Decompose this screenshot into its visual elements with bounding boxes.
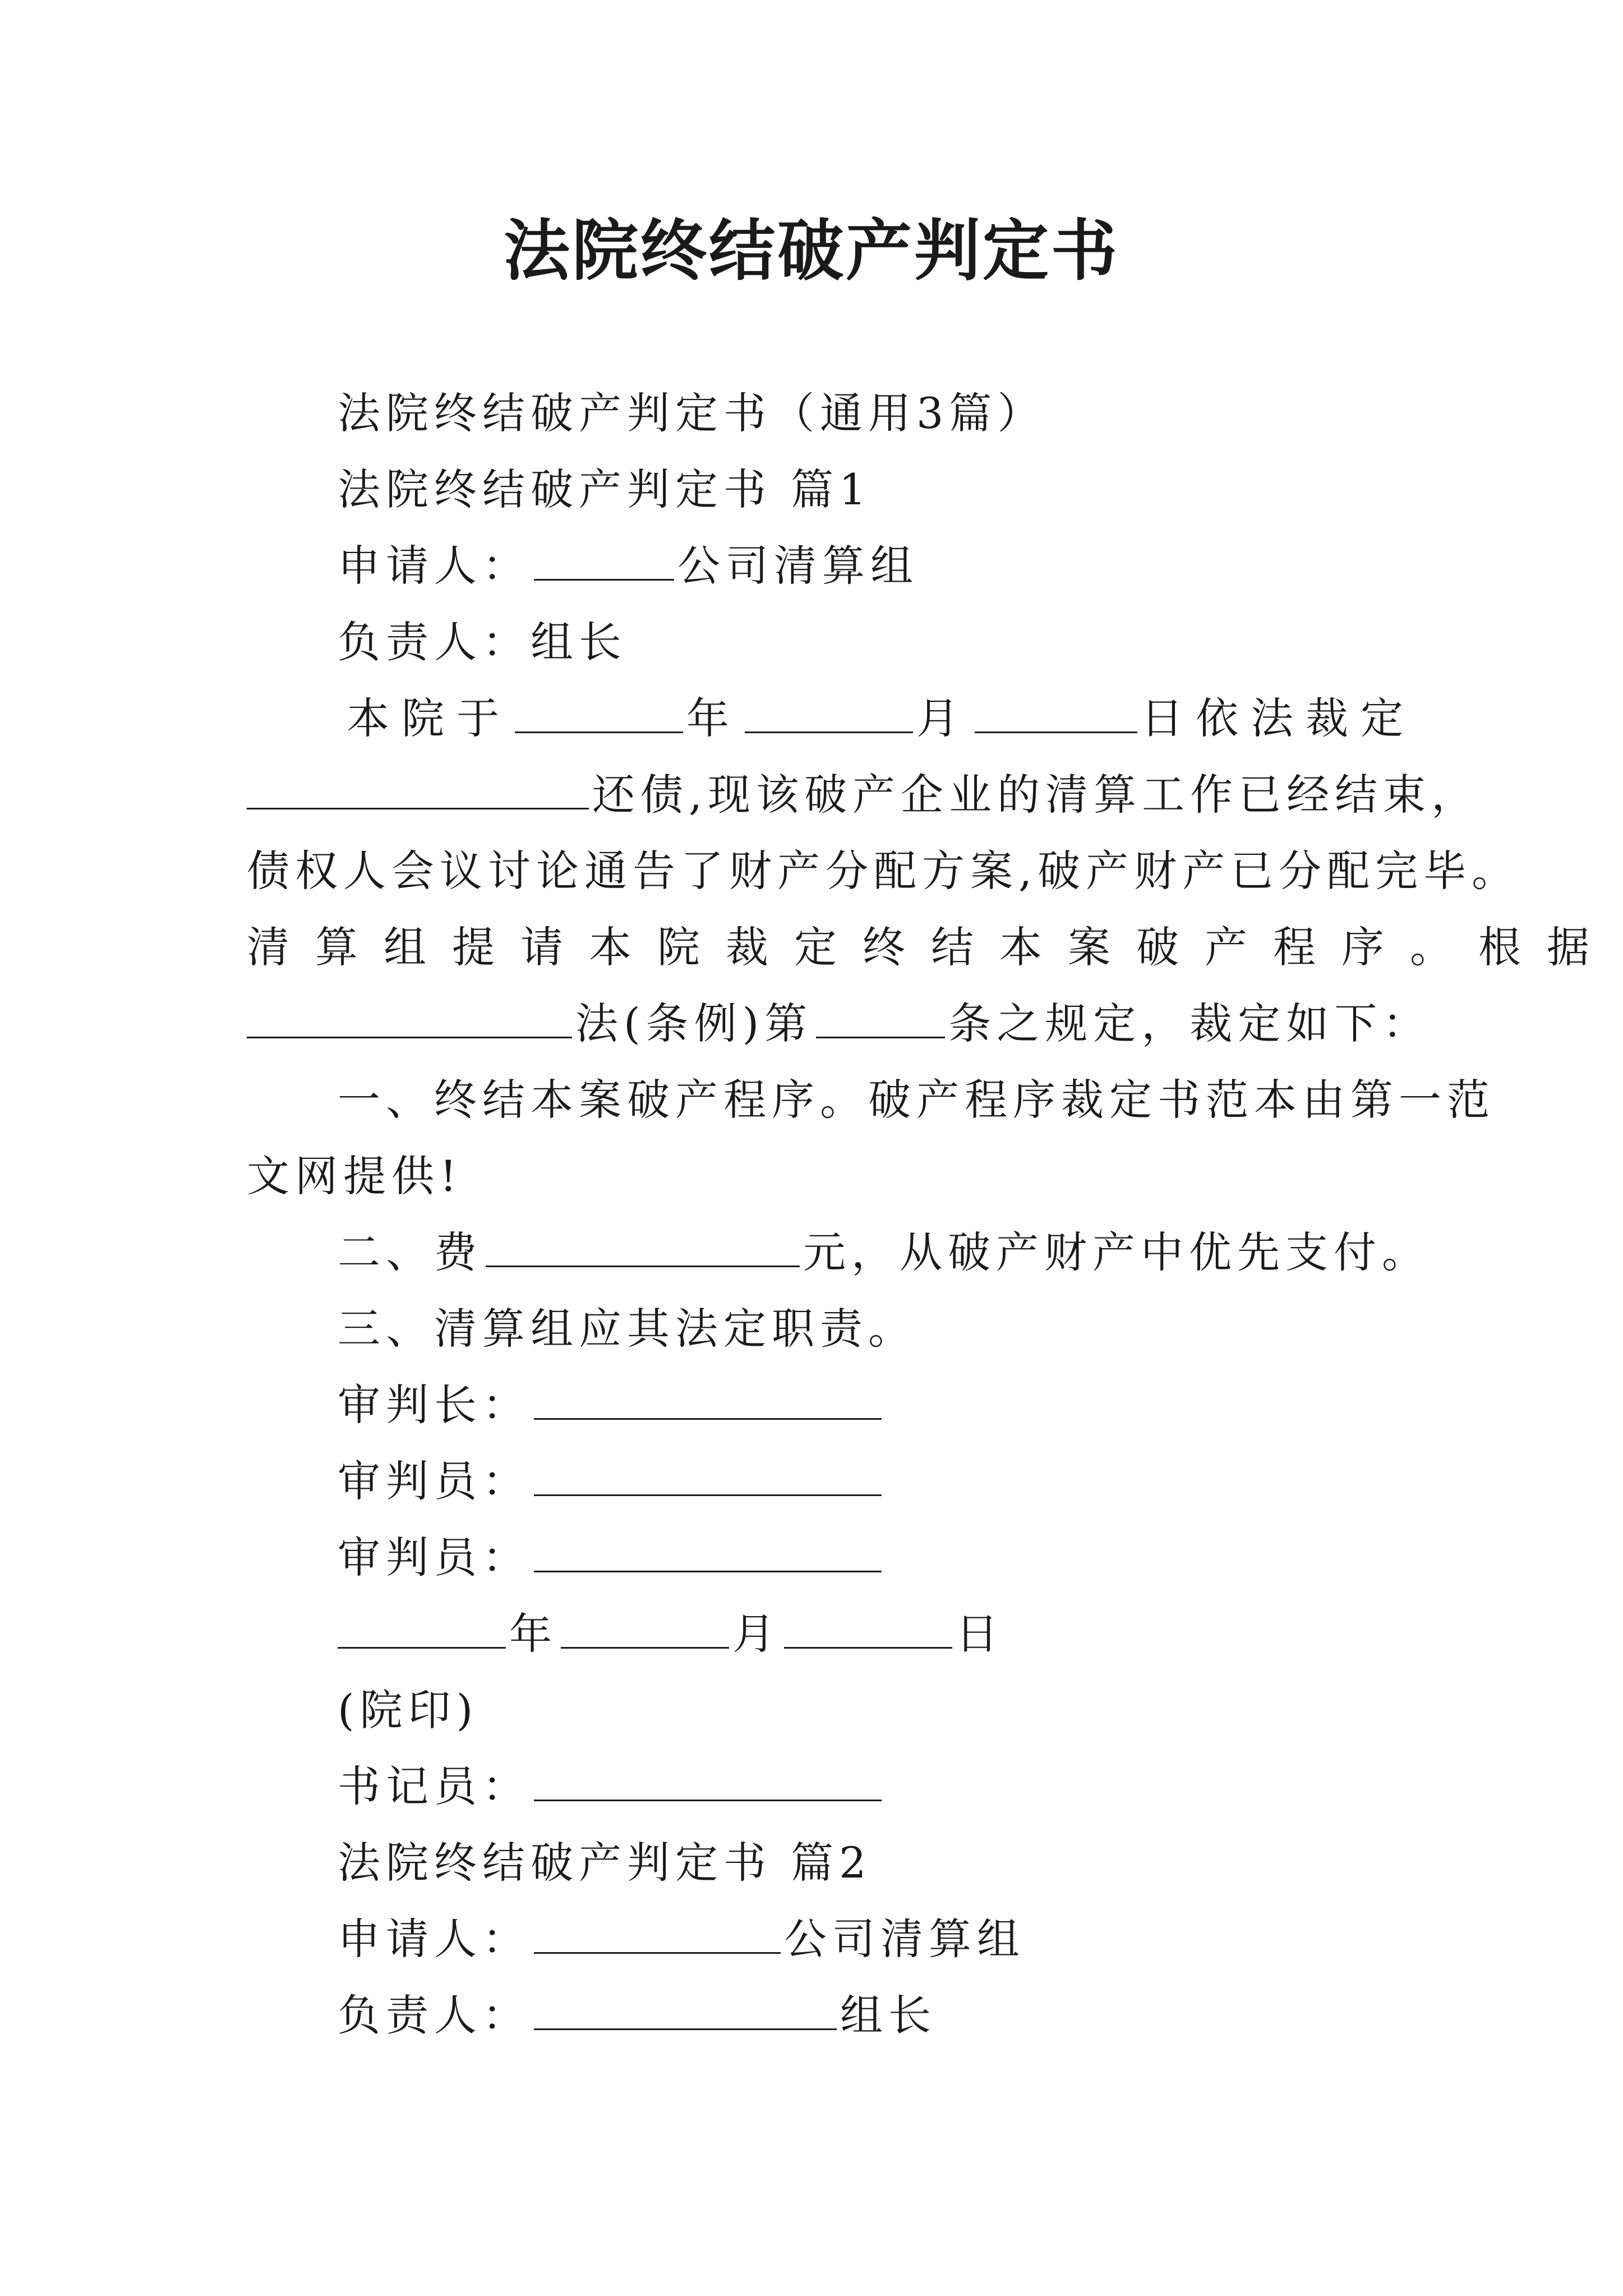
part2-heading: 法院终结破产判定书 篇2	[338, 1838, 872, 1888]
item2-text-2: 元，从破产财产中优先支付。	[803, 1227, 1430, 1277]
date-year-label: 年	[509, 1609, 557, 1659]
leader-line: 负责人：组长	[338, 617, 627, 667]
part2-applicant-label: 申请人：	[338, 1914, 531, 1964]
article-blank	[816, 1001, 945, 1038]
judge2-line	[338, 1527, 885, 1589]
item2-text-1: 二、费	[338, 1227, 482, 1277]
subtitle: 法院终结破产判定书（通用3篇）	[338, 388, 1046, 438]
para-line-1	[347, 688, 1415, 749]
chief-judge-line	[338, 1374, 885, 1436]
date-day-blank	[784, 1611, 952, 1649]
applicant-label: 申请人：	[338, 541, 531, 591]
clerk-blank	[534, 1764, 882, 1801]
applicant-blank	[534, 543, 674, 581]
para-text-day: 日依法裁定	[1141, 693, 1415, 743]
item3-line: 三、清算组应其法定职责。	[338, 1304, 916, 1354]
part2-leader-label: 负责人：	[338, 1990, 531, 2040]
month-blank	[745, 696, 913, 733]
item1-line-2: 文网提供!	[247, 1151, 463, 1201]
chief-judge-blank	[534, 1382, 882, 1420]
part2-leader-line	[338, 1985, 937, 2046]
para-line-3: 债权人会议讨论通告了财产分配方案,破产财产已分配完毕。	[247, 846, 1520, 896]
applicant-suffix: 公司清算组	[677, 541, 919, 591]
applicant-line	[338, 535, 919, 597]
judge2-label: 审判员：	[338, 1533, 531, 1582]
para-text-law: 法(条例)第	[575, 999, 813, 1048]
document-title: 法院终结破产判定书	[503, 212, 1119, 289]
law-blank	[247, 1001, 572, 1038]
para-text-1: 本院于	[347, 693, 511, 743]
part2-leader-suffix: 组长	[840, 1990, 937, 2040]
item2-line	[338, 1222, 1430, 1283]
date-day-label: 日	[956, 1609, 1004, 1659]
para-line-4: 清算组提请本院裁定终结本案破产程序。根据	[247, 922, 1615, 972]
judge1-blank	[534, 1458, 882, 1496]
date-month-label: 月	[732, 1609, 781, 1659]
item1-line-1: 一、终结本案破产程序。破产程序裁定书范本由第一范	[338, 1075, 1495, 1125]
chief-judge-label: 审判长：	[338, 1380, 531, 1430]
fee-blank	[486, 1230, 800, 1267]
date-line	[338, 1603, 1004, 1665]
part2-applicant-blank	[534, 1916, 781, 1954]
year-blank	[515, 696, 683, 733]
para-text-year: 年	[686, 693, 741, 743]
judge1-label: 审判员：	[338, 1456, 531, 1506]
judge1-line	[338, 1451, 885, 1512]
part2-leader-blank	[534, 1993, 837, 2030]
date-month-blank	[561, 1611, 729, 1649]
para-text-2: 还债,现该破产企业的清算工作已经结束，	[592, 770, 1480, 820]
part1-heading: 法院终结破产判定书 篇1	[338, 464, 872, 514]
clerk-label: 书记员：	[338, 1761, 531, 1811]
day-blank	[975, 696, 1137, 733]
para-text-article: 条之规定，裁定如下：	[948, 999, 1431, 1048]
clerk-line	[338, 1756, 885, 1818]
para-line-2	[247, 764, 1479, 826]
part2-applicant-suffix: 公司清算组	[784, 1914, 1025, 1964]
date-year-blank	[338, 1611, 506, 1649]
part2-applicant-line	[338, 1908, 1025, 1970]
para-text-month: 月	[916, 693, 971, 743]
court-seal: (院印)	[338, 1685, 479, 1735]
para-line-5	[247, 993, 1431, 1055]
judge2-blank	[534, 1535, 882, 1572]
ruling-blank	[247, 772, 589, 809]
